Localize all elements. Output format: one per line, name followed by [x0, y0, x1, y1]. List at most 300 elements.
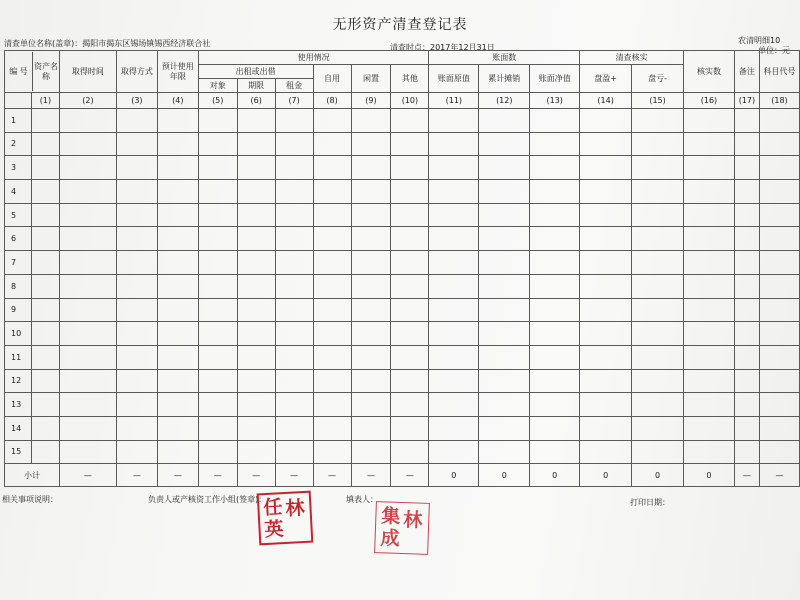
table-cell [198, 369, 237, 393]
table-cell [391, 345, 429, 369]
table-cell [580, 132, 632, 156]
table-row [5, 180, 800, 204]
table-cell [684, 203, 735, 227]
table-cell [530, 298, 580, 322]
table-cell [351, 156, 391, 180]
table-cell [429, 345, 479, 369]
table-cell [429, 132, 479, 156]
table-cell [237, 393, 275, 417]
subtotal-row [5, 464, 800, 487]
table-cell [580, 203, 632, 227]
table-cell [479, 132, 530, 156]
table-row [5, 227, 800, 251]
table-cell [580, 180, 632, 204]
table-cell [530, 345, 580, 369]
table-cell [275, 274, 313, 298]
table-cell [632, 274, 684, 298]
table-cell [157, 322, 198, 346]
row-number: 11 [5, 345, 32, 369]
table-cell [351, 298, 391, 322]
table-cell [632, 440, 684, 464]
table-cell [391, 156, 429, 180]
subtotal-cell: 0 [530, 464, 580, 487]
table-cell [759, 345, 799, 369]
table-cell [734, 109, 759, 133]
subtotal-cell: — [759, 464, 799, 487]
table-cell [59, 251, 116, 275]
table-cell [275, 180, 313, 204]
table-cell [479, 227, 530, 251]
table-cell [684, 345, 735, 369]
column-number: (15) [632, 93, 684, 109]
table-cell [530, 369, 580, 393]
table-cell [391, 227, 429, 251]
table-cell [632, 345, 684, 369]
table-cell [313, 132, 351, 156]
row-number: 15 [5, 440, 32, 464]
table-cell [31, 274, 59, 298]
table-cell [530, 322, 580, 346]
table-cell [313, 251, 351, 275]
table-cell [391, 298, 429, 322]
table-cell [759, 322, 799, 346]
table-cell [479, 180, 530, 204]
table-cell [530, 203, 580, 227]
table-row [5, 345, 800, 369]
table-row [5, 322, 800, 346]
table-cell [313, 298, 351, 322]
column-number: (12) [479, 93, 530, 109]
subtotal-cell: — [59, 464, 116, 487]
table-cell [429, 416, 479, 440]
table-cell [759, 369, 799, 393]
filler-label: 填表人： [346, 495, 378, 504]
table-cell [530, 227, 580, 251]
table-cell [759, 298, 799, 322]
table-cell [157, 440, 198, 464]
table-cell [59, 322, 116, 346]
table-cell [479, 203, 530, 227]
subtotal-cell: — [391, 464, 429, 487]
table-cell [59, 298, 116, 322]
table-cell [632, 298, 684, 322]
table-cell [198, 227, 237, 251]
col-header-deficit: 盘亏- [632, 65, 684, 93]
column-number: (11) [429, 93, 479, 109]
table-cell [632, 180, 684, 204]
table-cell [734, 345, 759, 369]
table-cell [391, 203, 429, 227]
row-number: 8 [5, 274, 32, 298]
table-cell [237, 132, 275, 156]
table-cell [759, 274, 799, 298]
col-header-check-group: 清查核实 [580, 51, 684, 65]
table-cell [313, 345, 351, 369]
table-cell [237, 156, 275, 180]
table-row [5, 393, 800, 417]
table-cell [479, 251, 530, 275]
column-number: (13) [530, 93, 580, 109]
table-cell [351, 274, 391, 298]
table-cell [116, 132, 157, 156]
table-cell [116, 322, 157, 346]
table-cell [59, 180, 116, 204]
currency-unit-label: 单位：元 [758, 46, 790, 55]
table-cell [31, 345, 59, 369]
table-cell [275, 369, 313, 393]
col-header-lease-rent: 租金 [275, 79, 313, 93]
table-cell [580, 274, 632, 298]
table-cell [684, 180, 735, 204]
table-cell [632, 251, 684, 275]
table-cell [429, 393, 479, 417]
table-cell [580, 322, 632, 346]
table-cell [391, 369, 429, 393]
table-cell [429, 156, 479, 180]
table-cell [479, 416, 530, 440]
table-cell [759, 180, 799, 204]
table-cell [157, 298, 198, 322]
table-cell [580, 251, 632, 275]
table-cell [275, 345, 313, 369]
row-number: 9 [5, 298, 32, 322]
table-cell [116, 109, 157, 133]
table-cell [116, 369, 157, 393]
table-cell [157, 251, 198, 275]
table-row [5, 274, 800, 298]
table-cell [530, 393, 580, 417]
col-header-book-net: 账面净值 [530, 65, 580, 93]
table-cell [632, 393, 684, 417]
row-number: 1 [5, 109, 32, 133]
table-cell [759, 393, 799, 417]
table-cell [479, 322, 530, 346]
table-row [5, 298, 800, 322]
subtotal-label: 小计 [5, 464, 60, 487]
table-cell [116, 251, 157, 275]
table-cell [157, 369, 198, 393]
row-number: 6 [5, 227, 32, 251]
table-cell [530, 180, 580, 204]
table-cell [580, 156, 632, 180]
table-cell [351, 416, 391, 440]
table-cell [31, 132, 59, 156]
table-cell [479, 393, 530, 417]
table-cell [479, 274, 530, 298]
col-header-acquire-method: 取得方式 [116, 51, 157, 93]
table-cell [198, 345, 237, 369]
column-number: (2) [59, 93, 116, 109]
table-cell [116, 156, 157, 180]
column-number: (14) [580, 93, 632, 109]
table-cell [734, 274, 759, 298]
table-cell [429, 180, 479, 204]
table-cell [759, 109, 799, 133]
table-cell [275, 393, 313, 417]
col-header-self-use: 自用 [313, 65, 351, 93]
table-cell [684, 156, 735, 180]
table-cell [237, 345, 275, 369]
column-number: (9) [351, 93, 391, 109]
table-cell [632, 132, 684, 156]
table-cell [391, 322, 429, 346]
table-cell [313, 369, 351, 393]
table-cell [31, 227, 59, 251]
table-cell [734, 132, 759, 156]
col-header-lease-target: 对象 [198, 79, 237, 93]
table-cell [759, 416, 799, 440]
column-number: (1) [31, 93, 59, 109]
table-cell [59, 203, 116, 227]
table-cell [530, 251, 580, 275]
table-cell [530, 109, 580, 133]
table-cell [530, 274, 580, 298]
table-cell [313, 440, 351, 464]
table-cell [157, 227, 198, 251]
col-header-surplus: 盘盈+ [580, 65, 632, 93]
table-row [5, 109, 800, 133]
table-cell [391, 180, 429, 204]
form-code-label: 农清明细10 [738, 36, 781, 45]
row-number: 12 [5, 369, 32, 393]
table-cell [275, 440, 313, 464]
table-cell [632, 227, 684, 251]
table-cell [116, 298, 157, 322]
table-cell [313, 274, 351, 298]
table-cell [580, 440, 632, 464]
table-cell [580, 369, 632, 393]
table-cell [237, 274, 275, 298]
table-cell [275, 203, 313, 227]
col-header-verified: 核实数 [684, 51, 735, 93]
table-cell [31, 109, 59, 133]
table-cell [157, 393, 198, 417]
table-cell [198, 180, 237, 204]
table-cell [31, 298, 59, 322]
table-cell [31, 393, 59, 417]
table-cell [734, 298, 759, 322]
table-cell [351, 132, 391, 156]
table-cell [157, 345, 198, 369]
row-number: 4 [5, 180, 32, 204]
table-cell [275, 132, 313, 156]
subtotal-cell: 0 [479, 464, 530, 487]
row-number: 13 [5, 393, 32, 417]
col-header-lease-term: 期限 [237, 79, 275, 93]
table-cell [237, 369, 275, 393]
subtotal-cell: — [351, 464, 391, 487]
subtotal-cell: 0 [429, 464, 479, 487]
table-cell [479, 298, 530, 322]
subtotal-cell: — [275, 464, 313, 487]
table-cell [313, 393, 351, 417]
personal-seal-stamp: 任 林 英 [257, 491, 314, 546]
table-cell [734, 416, 759, 440]
table-cell [59, 132, 116, 156]
table-row [5, 369, 800, 393]
table-cell [116, 180, 157, 204]
col-header-book-original: 账面原值 [429, 65, 479, 93]
row-number: 10 [5, 322, 32, 346]
col-header-no: 编 号 [5, 52, 33, 91]
table-cell [632, 416, 684, 440]
table-cell [313, 227, 351, 251]
row-number: 7 [5, 251, 32, 275]
table-cell [632, 369, 684, 393]
table-cell [59, 274, 116, 298]
table-cell [684, 251, 735, 275]
table-cell [198, 440, 237, 464]
col-header-asset-name: 资产名称 [33, 62, 58, 81]
table-cell [530, 132, 580, 156]
table-cell [313, 203, 351, 227]
table-cell [157, 416, 198, 440]
table-cell [157, 203, 198, 227]
table-cell [198, 322, 237, 346]
col-header-account-code: 科目代号 [759, 51, 799, 93]
table-cell [429, 251, 479, 275]
table-cell [351, 393, 391, 417]
table-cell [759, 440, 799, 464]
row-number: 5 [5, 203, 32, 227]
table-cell [275, 322, 313, 346]
column-number: (3) [116, 93, 157, 109]
table-cell [580, 298, 632, 322]
table-cell [391, 109, 429, 133]
table-cell [530, 156, 580, 180]
personal-seal-stamp: 集 林 成 [374, 501, 430, 555]
table-cell [116, 274, 157, 298]
table-cell [684, 322, 735, 346]
page-title: 无形资产清查登记表 [332, 17, 468, 33]
table-cell [198, 393, 237, 417]
subtotal-cell: — [237, 464, 275, 487]
table-cell [684, 132, 735, 156]
table-cell [237, 298, 275, 322]
table-cell [391, 251, 429, 275]
table-cell [198, 251, 237, 275]
table-cell [391, 132, 429, 156]
table-cell [429, 440, 479, 464]
unit-name-label: 清查单位名称(盖章)：揭阳市揭东区锡场镇锡西经济联合社 [4, 39, 211, 48]
column-number: (5) [198, 93, 237, 109]
table-cell [31, 369, 59, 393]
table-cell [198, 109, 237, 133]
table-cell [313, 322, 351, 346]
table-cell [530, 416, 580, 440]
col-header-usage-group: 使用情况 [198, 51, 429, 65]
table-cell [157, 180, 198, 204]
register-table [4, 50, 800, 487]
table-cell [632, 156, 684, 180]
table-cell [237, 416, 275, 440]
row-number: 14 [5, 416, 32, 440]
table-cell [31, 180, 59, 204]
table-cell [734, 393, 759, 417]
table-cell [275, 251, 313, 275]
table-cell [351, 227, 391, 251]
table-cell [59, 345, 116, 369]
table-cell [429, 109, 479, 133]
table-cell [313, 416, 351, 440]
table-cell [116, 393, 157, 417]
table-cell [530, 440, 580, 464]
column-number: (4) [157, 93, 198, 109]
check-date-label: 清查时点：2017年12月31日 [390, 43, 495, 52]
table-cell [157, 274, 198, 298]
col-header-book-group: 账面数 [429, 51, 580, 65]
col-header-other: 其他 [391, 65, 429, 93]
column-number: (7) [275, 93, 313, 109]
table-cell [734, 203, 759, 227]
table-cell [237, 322, 275, 346]
table-cell [391, 393, 429, 417]
table-cell [759, 227, 799, 251]
table-cell [684, 298, 735, 322]
column-number: (17) [734, 93, 759, 109]
table-cell [429, 298, 479, 322]
table-cell [734, 369, 759, 393]
table-cell [479, 440, 530, 464]
table-cell [198, 298, 237, 322]
subtotal-cell: — [734, 464, 759, 487]
table-cell [429, 227, 479, 251]
table-cell [237, 180, 275, 204]
table-cell [198, 203, 237, 227]
table-cell [351, 322, 391, 346]
col-header-expected-life: 预计使用年限 [157, 51, 198, 93]
table-cell [684, 416, 735, 440]
table-cell [391, 440, 429, 464]
col-header-accum-amort: 累计摊销 [479, 65, 530, 93]
table-cell [198, 274, 237, 298]
notes-label: 相关事项说明： [2, 495, 58, 504]
table-cell [116, 203, 157, 227]
table-cell [580, 416, 632, 440]
table-cell [580, 227, 632, 251]
table-cell [734, 156, 759, 180]
table-cell [157, 132, 198, 156]
column-number: (18) [759, 93, 799, 109]
table-cell [391, 416, 429, 440]
table-cell [313, 109, 351, 133]
table-cell [31, 322, 59, 346]
table-cell [31, 416, 59, 440]
table-cell [759, 251, 799, 275]
table-cell [313, 156, 351, 180]
table-cell [580, 109, 632, 133]
table-cell [198, 156, 237, 180]
table-cell [116, 227, 157, 251]
table-row [5, 156, 800, 180]
table-cell [734, 440, 759, 464]
table-cell [632, 109, 684, 133]
table-cell [684, 227, 735, 251]
row-number: 3 [5, 156, 32, 180]
table-cell [157, 109, 198, 133]
table-cell [157, 156, 198, 180]
table-cell [198, 132, 237, 156]
table-cell [59, 109, 116, 133]
table-cell [734, 322, 759, 346]
table-cell [479, 345, 530, 369]
table-cell [429, 274, 479, 298]
column-number: (6) [237, 93, 275, 109]
subtotal-cell: — [313, 464, 351, 487]
table-cell [59, 393, 116, 417]
table-cell [198, 416, 237, 440]
row-number: 2 [5, 132, 32, 156]
